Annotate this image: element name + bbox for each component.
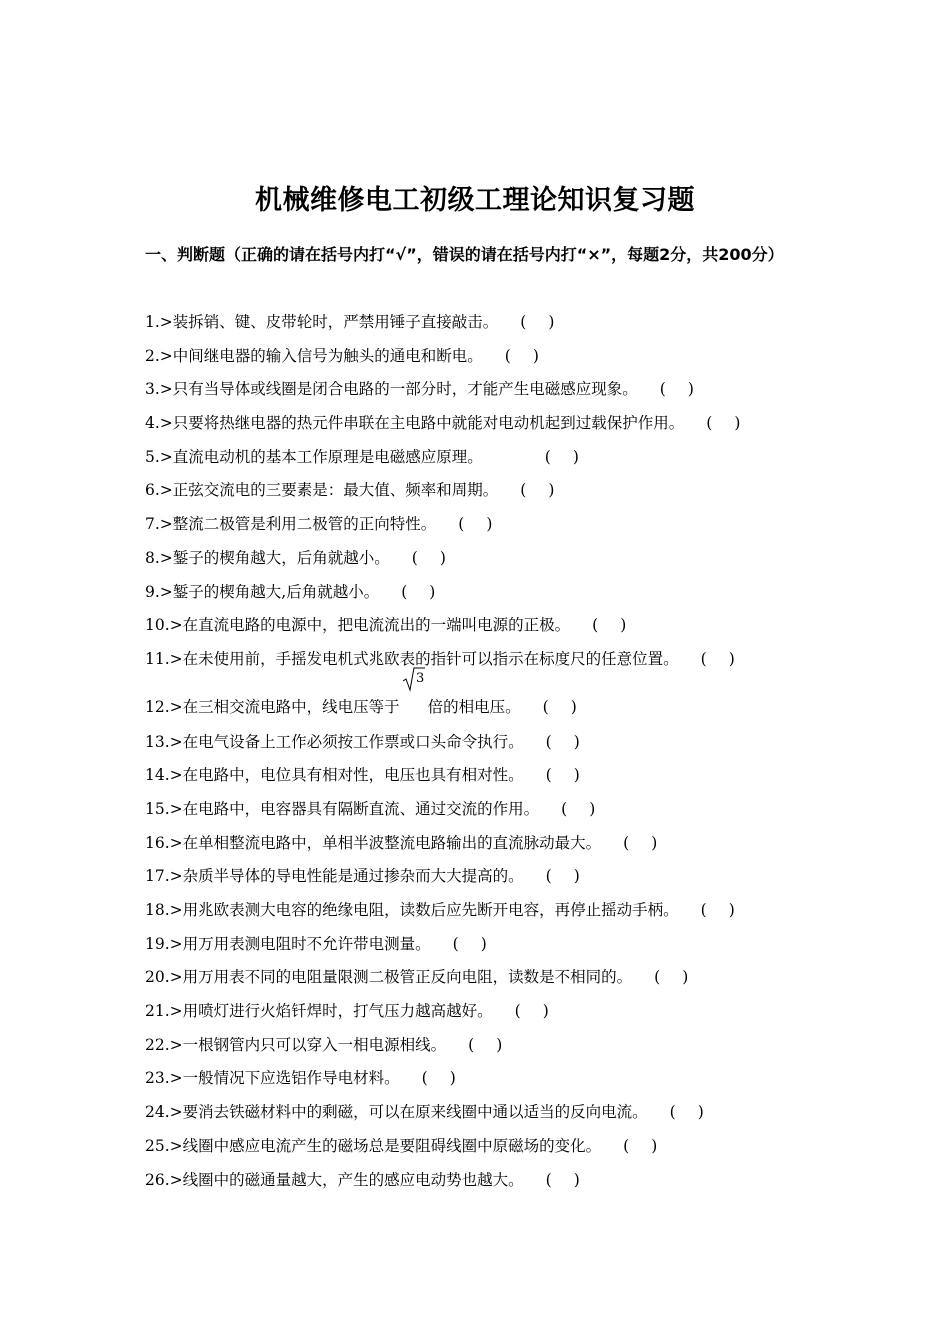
answer-blank[interactable]: ( ) [561, 799, 596, 818]
answer-blank[interactable]: ( ) [545, 732, 580, 751]
question-item [145, 860, 825, 894]
question-number: 25.> [145, 1136, 183, 1155]
question-text: 用兆欧表测大电容的绝缘电阻，读数后应先断开电容，再停止摇动手柄。 [182, 901, 679, 919]
sqrt-radical-icon [402, 666, 426, 692]
question-number: 15.> [145, 799, 183, 818]
question-list [145, 306, 825, 1197]
svg-text:3: 3 [415, 670, 424, 686]
question-number: 8.> [145, 548, 173, 567]
question-item [145, 407, 825, 441]
answer-blank[interactable]: ( ) [458, 515, 493, 534]
answer-blank[interactable]: ( ) [545, 766, 580, 785]
question-number: 21.> [145, 1002, 183, 1021]
question-number: 26.> [145, 1170, 183, 1189]
question-text: 在未使用前，手摇发电机式兆欧表的指针可以指示在标度尺的任意位置。 [182, 649, 679, 668]
question-text: 要消去铁磁材料中的剩磁，可以在原来线圈中通以适当的反向电流。 [182, 1103, 648, 1122]
question-text: 在电路中，电容器具有隔断直流、通过交流的作用。 [182, 799, 540, 818]
question-text: 在单相整流电路中，单相半波整流电路输出的直流脉动最大。 [182, 833, 602, 852]
question-item [145, 759, 825, 793]
answer-blank[interactable]: ( ) [623, 1136, 658, 1155]
question-number: 10.> [145, 616, 183, 635]
question-item [145, 1164, 825, 1198]
answer-blank[interactable]: ( ) [545, 1170, 580, 1189]
question-number: 1.> [145, 313, 173, 331]
answer-blank[interactable]: ( ) [421, 1069, 456, 1088]
question-number: 13.> [145, 732, 183, 751]
question-text-after: 倍的相电压。 [427, 697, 521, 716]
question-number: 22.> [145, 1035, 183, 1054]
question-text: 錾子的楔角越大,后角就越小。 [172, 582, 380, 601]
question-text: 只要将热继电器的热元件串联在主电路中就能对电动机起到过载保护作用。 [172, 414, 685, 433]
question-number: 6.> [145, 481, 173, 500]
question-text: 中间继电器的输入信号为触头的通电和断电。 [172, 346, 483, 365]
answer-blank[interactable]: ( ) [520, 313, 555, 331]
answer-blank[interactable]: ( ) [659, 380, 694, 399]
section-heading: 一、判断题（正确的请在括号内打“√”，错误的请在括号内打“×”，每题2分，共200分） [145, 245, 784, 264]
question-text: 用万用表不同的电阻量限测二极管正反向电阻，读数是不相同的。 [182, 968, 633, 987]
question-item [145, 306, 825, 340]
question-number: 12.> [145, 697, 183, 716]
question-text: 只有当导体或线圈是闭合电路的一部分时，才能产生电磁感应现象。 [172, 380, 638, 399]
question-text: 正弦交流电的三要素是：最大值、频率和周期。 [172, 481, 499, 500]
question-item [145, 726, 825, 760]
answer-blank[interactable]: ( ) [623, 833, 658, 852]
answer-blank[interactable]: ( ) [542, 697, 577, 716]
question-text: 在电路中，电位具有相对性，电压也具有相对性。 [182, 766, 524, 785]
answer-blank[interactable]: ( ) [514, 1002, 549, 1021]
question-number: 9.> [145, 582, 173, 601]
answer-blank[interactable]: ( ) [544, 447, 579, 466]
answer-blank[interactable]: ( ) [520, 481, 555, 500]
question-item [145, 609, 825, 643]
question-text: 杂质半导体的导电性能是通过掺杂而大大提高的。 [182, 867, 524, 886]
question-item [145, 1130, 825, 1164]
answer-blank[interactable]: ( ) [545, 867, 580, 886]
question-number: 11.> [145, 649, 183, 668]
question-text: 整流二极管是利用二极管的正向特性。 [172, 515, 437, 534]
question-item [145, 474, 825, 508]
question-number: 7.> [145, 515, 173, 534]
question-text-before: 在三相交流电路中，线电压等于 [182, 697, 400, 716]
question-item [145, 373, 825, 407]
question-text: 线圈中感应电流产生的磁场总是要阻碍线圈中原磁场的变化。 [182, 1136, 602, 1155]
question-number: 16.> [145, 833, 183, 852]
question-number: 23.> [145, 1069, 183, 1088]
question-item [145, 340, 825, 374]
question-number: 19.> [145, 934, 183, 953]
question-item [145, 928, 825, 962]
answer-blank[interactable]: ( ) [654, 968, 689, 987]
question-text: 一根钢管内只可以穿入一相电源相线。 [182, 1035, 447, 1054]
question-item [145, 1029, 825, 1063]
question-text: 在电气设备上工作必须按工作票或口头命令执行。 [182, 732, 524, 751]
question-text: 一般情况下应选铝作导电材料。 [182, 1069, 400, 1088]
square-root-symbol [400, 670, 428, 712]
question-item [145, 441, 825, 475]
question-number: 14.> [145, 766, 183, 785]
answer-blank[interactable]: ( ) [468, 1035, 503, 1054]
question-item [145, 670, 825, 726]
question-item [145, 1096, 825, 1130]
question-number: 2.> [145, 346, 173, 365]
question-number: 24.> [145, 1103, 183, 1122]
question-text: 用万用表测电阻时不允许带电测量。 [182, 934, 431, 953]
question-text: 用喷灯进行火焰钎焊时，打气压力越高越好。 [182, 1002, 493, 1021]
question-number: 18.> [145, 901, 183, 919]
answer-blank[interactable]: ( ) [700, 901, 735, 919]
question-item [145, 1062, 825, 1096]
document-title: 机械维修电工初级工理论知识复习题 [255, 185, 695, 216]
question-item [145, 961, 825, 995]
answer-blank[interactable]: ( ) [592, 616, 627, 635]
question-text: 直流电动机的基本工作原理是电磁感应原理。 [172, 447, 483, 466]
answer-blank[interactable]: ( ) [706, 414, 741, 433]
question-text: 錾子的楔角越大，后角就越小。 [172, 548, 390, 567]
question-number: 20.> [145, 968, 183, 987]
question-number: 17.> [145, 867, 183, 886]
question-number: 5.> [145, 447, 173, 466]
question-item [145, 643, 825, 677]
question-item [145, 542, 825, 576]
question-item [145, 793, 825, 827]
answer-blank[interactable]: ( ) [452, 934, 487, 953]
question-number: 4.> [145, 414, 173, 433]
question-item [145, 894, 825, 928]
answer-blank[interactable]: ( ) [504, 346, 539, 365]
question-item [145, 827, 825, 861]
question-text: 装拆销、键、皮带轮时，严禁用锤子直接敲击。 [172, 313, 499, 331]
question-item [145, 508, 825, 542]
answer-blank[interactable]: ( ) [401, 582, 436, 601]
question-item [145, 576, 825, 610]
answer-blank[interactable]: ( ) [411, 548, 446, 567]
answer-blank[interactable]: ( ) [700, 649, 735, 668]
question-text: 线圈中的磁通量越大，产生的感应电动势也越大。 [182, 1170, 524, 1189]
question-number: 3.> [145, 380, 173, 399]
answer-blank[interactable]: ( ) [669, 1103, 704, 1122]
question-text: 在直流电路的电源中，把电流流出的一端叫电源的正极。 [182, 616, 571, 635]
question-item [145, 995, 825, 1029]
